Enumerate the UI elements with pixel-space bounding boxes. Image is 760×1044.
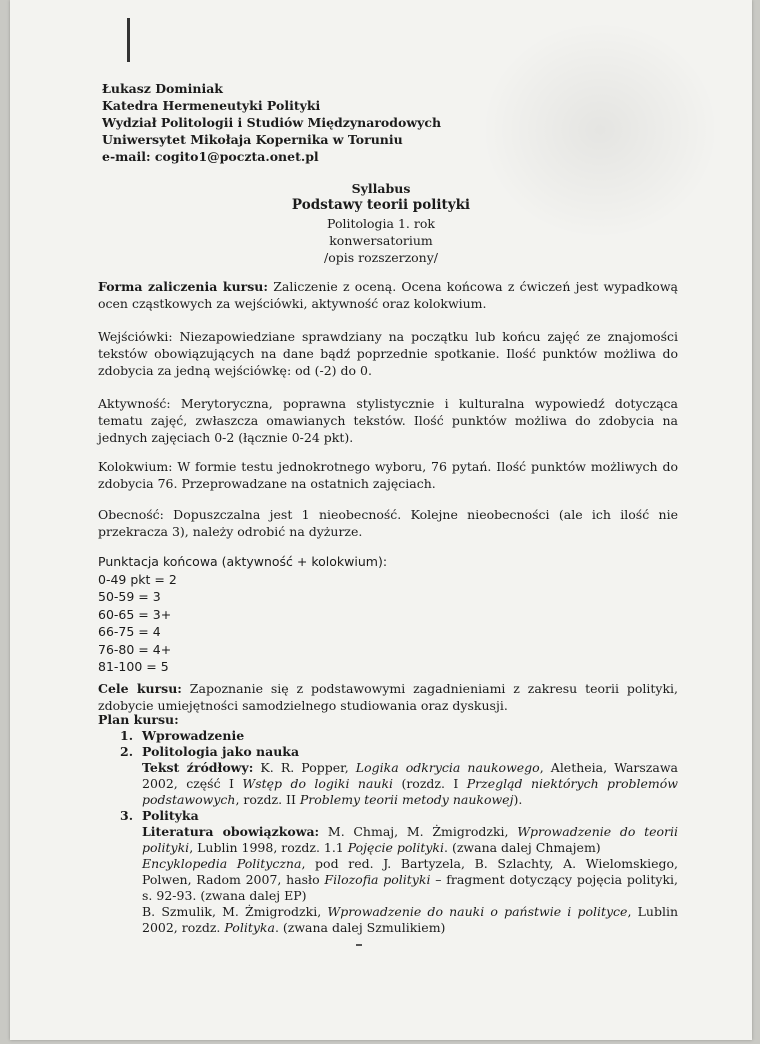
source-chapter-ref: , rozdz. II xyxy=(235,792,300,807)
source-label: Tekst źródłowy: xyxy=(142,760,254,775)
ref-alias: . (zwana dalej Szmulikiem) xyxy=(274,920,446,935)
grade-row: 0-49 pkt = 2 xyxy=(98,571,177,587)
doc-title: Syllabus xyxy=(351,181,411,196)
source-chapter: Problemy teorii metody naukowej xyxy=(299,792,514,807)
author-header xyxy=(102,80,441,165)
email: e-mail: cogito1@poczta.onet.pl xyxy=(102,149,319,164)
source-end: ). xyxy=(513,792,523,807)
plan-item xyxy=(120,808,678,824)
grade-row: 66-75 = 4 xyxy=(98,624,161,639)
source-part: Wstęp do logiki nauki xyxy=(242,776,394,791)
ref-chapter: Polityka xyxy=(224,920,275,935)
plan-item-title: Wprowadzenie xyxy=(142,728,245,743)
ref-book: Encyklopedia Polityczna xyxy=(142,856,302,871)
author-name: Łukasz Dominiak xyxy=(102,81,223,96)
course-format: konwersatorium xyxy=(329,233,433,248)
ref-alias: – fragment dotyczący pojęcia polityki, s. 92-93. (zwana dalej EP) xyxy=(142,872,678,903)
ref-chapter: Filozofia polityki xyxy=(324,872,431,887)
plan-item-number: 2. xyxy=(120,744,134,759)
faculty: Wydział Politologii i Studiów Międzynarodowych xyxy=(102,115,442,130)
section-wejsciowki: Wejściówki: Niezapowiedziane sprawdziany na początku lub końcu zajęć ze znajomości tekstów obowiązujących na dane bądź poprzednie spotkanie. Ilość punktów możliwa do zdobycia za jedną wejściówkę: od (-2) do 0. xyxy=(98,329,678,378)
grade-row: 81-100 = 5 xyxy=(98,659,169,674)
section-aktywnosc: Aktywność: Merytoryczna, poprawna stylistycznie i kulturalna wypowiedź dotycząca tematu zajęć, zwłaszcza omawianych tekstów. Ilość punktów możliwa do zdobycia na jednych zajęciach 0-2 (łącznie 0-24 pkt). xyxy=(98,396,678,445)
ref-book: Wprowadzenie do teorii polityki xyxy=(142,824,678,855)
plan-item-number: 1. xyxy=(120,728,134,743)
stray-mark xyxy=(356,944,362,946)
plan-item xyxy=(120,744,678,760)
literature-label: Literatura obowiązkowa: xyxy=(142,824,320,839)
ref-authors: M. Chmaj, M. Żmigrodzki, xyxy=(319,824,518,839)
source-book: Logika odkrycia naukowego xyxy=(355,760,540,775)
cele-text: Zapoznanie się z podstawowymi zagadnieniami z zakresu teorii polityki, zdobycie umiejętności samodzielnego studiowania oraz dyskusji. xyxy=(98,681,679,713)
plan-item-title: Politologia jako nauka xyxy=(142,744,300,759)
plan-label: Plan kursu: xyxy=(98,712,179,727)
document-page xyxy=(10,0,752,1040)
ref-authors: B. Szmulik, M. Żmigrodzki, xyxy=(142,904,328,919)
grading-scale xyxy=(98,553,387,676)
section-kolokwium: Kolokwium: W formie testu jednokrotnego wyboru, 76 pytań. Ilość punktów możliwych do zdobycia 76. Przeprowadzane na ostatnich zajęciach. xyxy=(98,459,678,491)
source-chapter-ref: (rozdz. I xyxy=(393,776,467,791)
ref-chapter: Pojęcie polityki xyxy=(347,840,445,855)
grade-row: 60-65 = 3+ xyxy=(98,606,172,622)
forma-label: Forma zaliczenia kursu: xyxy=(98,279,268,294)
department: Katedra Hermeneutyki Polityki xyxy=(102,98,321,113)
course-note: /opis rozszerzony/ xyxy=(323,250,439,265)
plan-item-title: Polityka xyxy=(142,808,199,823)
course-title: Podstawy teorii polityki xyxy=(291,197,471,213)
forma-text: Zaliczenie z oceną. Ocena końcowa z ćwiczeń jest wypadkową ocen cząstkowych za wejściówki, aktywność oraz kolokwium. xyxy=(98,279,678,311)
plan-item xyxy=(120,728,678,744)
course-year: Politologia 1. rok xyxy=(327,216,435,231)
university: Uniwersytet Mikołaja Kopernika w Toruniu xyxy=(102,132,403,147)
source-chapter: Przegląd niektórych problemów podstawowych xyxy=(142,776,679,807)
section-obecnosc: Obecność: Dopuszczalna jest 1 nieobecność. Kolejne nieobecności (ale ich ilość nie przekracza 3), należy odrobić na dyżurze. xyxy=(98,507,678,539)
source-text xyxy=(142,760,678,808)
grade-row: 50-59 = 3 xyxy=(98,589,161,604)
section-forma xyxy=(98,278,678,312)
ref-alias: . (zwana dalej Chmajem) xyxy=(444,840,601,855)
source-author: K. R. Popper, xyxy=(253,760,356,775)
ref-book: Wprowadzenie do nauki o państwie i polityce xyxy=(327,904,628,919)
ref-details: , pod red. J. Bartyzela, B. Szlachty, A. Wielomskiego, Polwen, Radom 2007, hasło xyxy=(142,856,679,887)
source-publisher: , Aletheia, Warszawa 2002, część I xyxy=(142,760,678,791)
grade-row: 76-80 = 4+ xyxy=(98,641,172,657)
ref-details: , Lublin 1998, rozdz. 1.1 xyxy=(189,840,348,855)
section-cele xyxy=(98,680,678,714)
ref-details: , Lublin 2002, rozdz. xyxy=(142,904,679,935)
punch-mark xyxy=(127,18,130,62)
course-plan xyxy=(98,712,678,936)
plan-item-number: 3. xyxy=(120,808,134,823)
grading-heading: Punktacja końcowa (aktywność + kolokwium): xyxy=(98,554,388,569)
cele-label: Cele kursu: xyxy=(98,681,182,696)
literature-list xyxy=(142,824,678,936)
